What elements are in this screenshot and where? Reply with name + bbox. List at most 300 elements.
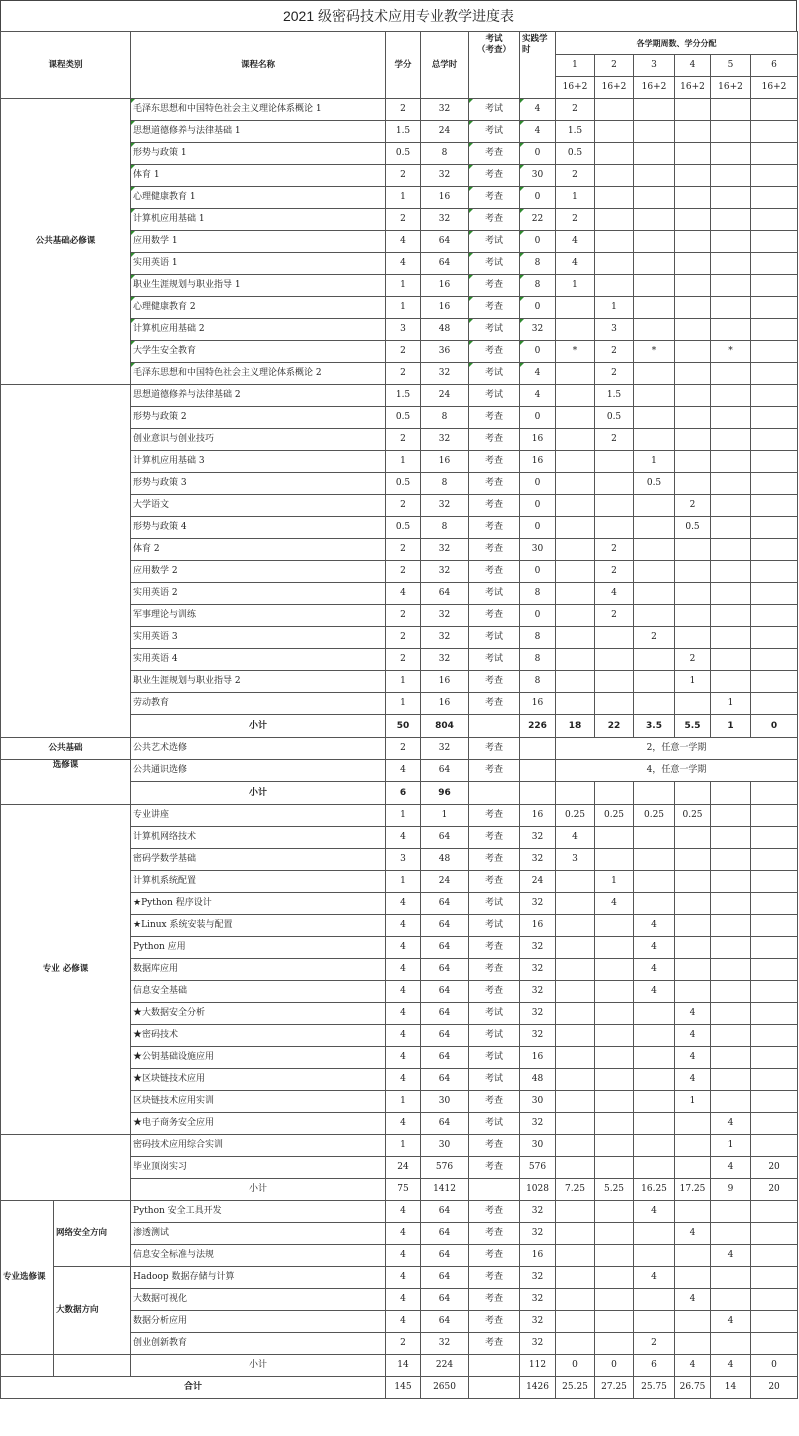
course-value: 4 — [386, 827, 421, 849]
course-value: 1 — [386, 297, 421, 319]
subtotal-cell — [469, 1179, 520, 1201]
empty-cell — [634, 782, 675, 805]
course-value: 16 — [520, 693, 556, 715]
empty-cell — [675, 782, 711, 805]
course-value — [711, 1223, 751, 1245]
subtotal-cell: 小计 — [131, 715, 386, 738]
course-value — [556, 605, 595, 627]
course-value: 32 — [520, 1201, 556, 1223]
table-row — [1, 1377, 798, 1399]
course-value — [556, 319, 595, 341]
course-value — [675, 871, 711, 893]
course-value: 2 — [556, 209, 595, 231]
course-value — [556, 363, 595, 385]
subtotal-cell: 1 — [711, 715, 751, 738]
course-value: 0 — [520, 231, 556, 253]
course-value: 32 — [520, 1025, 556, 1047]
course-value: 32 — [520, 1267, 556, 1289]
course-value: 32 — [520, 959, 556, 981]
course-value: 4 — [675, 1223, 711, 1245]
course-value — [520, 738, 556, 760]
subtotal-cell: 小计 — [131, 1355, 386, 1377]
course-value — [751, 671, 798, 693]
course-value — [751, 649, 798, 671]
header-credit: 学分 — [386, 32, 421, 99]
course-value — [556, 937, 595, 959]
course-value — [751, 893, 798, 915]
course-value — [751, 1025, 798, 1047]
course-value: 4 — [386, 231, 421, 253]
course-value: 576 — [421, 1157, 469, 1179]
course-value — [675, 407, 711, 429]
course-value — [595, 121, 634, 143]
course-value — [556, 429, 595, 451]
course-value: 30 — [421, 1091, 469, 1113]
page-title: 2021 级密码技术应用专业教学进度表 — [0, 0, 797, 31]
course-value — [675, 319, 711, 341]
course-value — [711, 99, 751, 121]
course-value: 考查 — [469, 1091, 520, 1113]
subtotal-cell: 小计 — [131, 782, 386, 805]
course-value: 64 — [421, 1047, 469, 1069]
course-value: 32 — [421, 1333, 469, 1355]
subtotal-cell: 50 — [386, 715, 421, 738]
course-value: 4 — [386, 981, 421, 1003]
subtotal-cell: 1412 — [421, 1179, 469, 1201]
course-value: 考查 — [469, 209, 520, 231]
course-value: 16 — [421, 671, 469, 693]
course-value — [675, 583, 711, 605]
course-name: ★区块链技术应用 — [131, 1069, 386, 1091]
course-value: 16 — [421, 693, 469, 715]
course-value: 4 — [675, 1289, 711, 1311]
course-value: 1 — [386, 1091, 421, 1113]
course-value — [634, 849, 675, 871]
course-value — [711, 495, 751, 517]
course-name: 实用英语 2 — [131, 583, 386, 605]
course-value: 2 — [386, 605, 421, 627]
course-value: 4 — [711, 1157, 751, 1179]
total-cell: 26.75 — [675, 1377, 711, 1399]
course-value — [634, 429, 675, 451]
course-value: 4 — [675, 1069, 711, 1091]
table-row — [1, 32, 798, 55]
course-value — [751, 143, 798, 165]
course-value — [751, 805, 798, 827]
subtotal-cell: 6 — [386, 782, 421, 805]
course-value: 0.5 — [675, 517, 711, 539]
course-value — [595, 937, 634, 959]
course-value: 0.25 — [675, 805, 711, 827]
course-value: 0 — [520, 517, 556, 539]
course-value: 0 — [520, 143, 556, 165]
course-value — [634, 165, 675, 187]
course-value — [711, 407, 751, 429]
course-value: 4 — [520, 99, 556, 121]
course-value — [634, 561, 675, 583]
course-value: 4 — [634, 1267, 675, 1289]
course-value: 30 — [520, 539, 556, 561]
subtotal-cell: 96 — [421, 782, 469, 805]
course-value: 32 — [421, 605, 469, 627]
course-value — [556, 871, 595, 893]
course-value: 24 — [421, 871, 469, 893]
course-value: 2 — [595, 539, 634, 561]
course-value: 考试 — [469, 1113, 520, 1135]
course-value — [634, 871, 675, 893]
total-cell: 20 — [751, 1377, 798, 1399]
course-value — [675, 849, 711, 871]
course-value: 4 — [386, 253, 421, 275]
course-value — [634, 209, 675, 231]
course-value: 32 — [421, 165, 469, 187]
course-value — [595, 275, 634, 297]
course-value — [595, 1135, 634, 1157]
course-value — [634, 1113, 675, 1135]
course-value — [675, 937, 711, 959]
category-blank — [1, 385, 131, 738]
course-value — [675, 385, 711, 407]
course-value — [711, 253, 751, 275]
semester-number: 6 — [751, 55, 798, 77]
course-name: 思想道德修养与法律基础 2 — [131, 385, 386, 407]
subtotal-cell: 16.25 — [634, 1179, 675, 1201]
course-value: 24 — [421, 385, 469, 407]
course-value — [556, 517, 595, 539]
course-value: 0 — [520, 187, 556, 209]
course-value — [675, 1267, 711, 1289]
course-value: 64 — [421, 1311, 469, 1333]
course-value: 考试 — [469, 121, 520, 143]
course-value — [675, 99, 711, 121]
course-value — [675, 1333, 711, 1355]
semester-number: 4 — [675, 55, 711, 77]
course-value: 64 — [421, 253, 469, 275]
course-value: 4 — [386, 1311, 421, 1333]
course-value: 32 — [520, 1333, 556, 1355]
course-value — [595, 473, 634, 495]
total-cell: 2650 — [421, 1377, 469, 1399]
subtotal-cell: 7.25 — [556, 1179, 595, 1201]
semester-number: 5 — [711, 55, 751, 77]
course-value: 考查 — [469, 1223, 520, 1245]
course-value — [711, 627, 751, 649]
course-value — [634, 407, 675, 429]
course-value — [675, 693, 711, 715]
course-value — [556, 1333, 595, 1355]
course-value — [595, 451, 634, 473]
course-name: 创业创新教育 — [131, 1333, 386, 1355]
course-value: 1 — [711, 1135, 751, 1157]
course-value — [595, 209, 634, 231]
total-cell — [469, 1377, 520, 1399]
course-value: 4 — [386, 1069, 421, 1091]
course-value — [675, 429, 711, 451]
course-value: 64 — [421, 1113, 469, 1135]
course-value — [595, 915, 634, 937]
subtotal-cell: 0 — [595, 1355, 634, 1377]
course-value — [751, 1091, 798, 1113]
course-value — [675, 187, 711, 209]
course-value: 2 — [675, 649, 711, 671]
course-value: 2 — [634, 1333, 675, 1355]
course-value: 1 — [711, 693, 751, 715]
course-value — [751, 849, 798, 871]
semester-number: 2 — [595, 55, 634, 77]
course-value: 考查 — [469, 671, 520, 693]
course-value — [751, 1289, 798, 1311]
course-value: 8 — [421, 517, 469, 539]
course-value — [751, 871, 798, 893]
subtotal-cell: 226 — [520, 715, 556, 738]
course-value — [595, 627, 634, 649]
course-value — [751, 1223, 798, 1245]
course-name: 劳动教育 — [131, 693, 386, 715]
course-value: 48 — [421, 849, 469, 871]
course-value: 4 — [386, 1003, 421, 1025]
course-name: 实用英语 4 — [131, 649, 386, 671]
elective-note: 2，任意一学期 — [556, 738, 798, 760]
course-value — [556, 1047, 595, 1069]
course-value — [556, 671, 595, 693]
course-value — [556, 1113, 595, 1135]
course-value — [556, 959, 595, 981]
course-value: 64 — [421, 937, 469, 959]
course-value — [711, 849, 751, 871]
course-value — [751, 121, 798, 143]
course-value — [711, 981, 751, 1003]
table-row — [1, 1267, 798, 1289]
course-value: 8 — [520, 627, 556, 649]
course-value: 64 — [421, 1267, 469, 1289]
course-value: 考查 — [469, 959, 520, 981]
course-name: 思想道德修养与法律基础 1 — [131, 121, 386, 143]
table-row — [1, 1135, 798, 1157]
course-value — [675, 253, 711, 275]
subtotal-cell: 224 — [421, 1355, 469, 1377]
course-name: 应用数学 2 — [131, 561, 386, 583]
course-value — [634, 143, 675, 165]
course-value — [711, 1069, 751, 1091]
course-name: 计算机网络技术 — [131, 827, 386, 849]
course-value — [711, 143, 751, 165]
course-name: 区块链技术应用实训 — [131, 1091, 386, 1113]
course-value: 1 — [386, 693, 421, 715]
course-name: ★密码技术 — [131, 1025, 386, 1047]
subtotal-cell: 112 — [520, 1355, 556, 1377]
course-value: 64 — [421, 231, 469, 253]
course-value — [595, 1047, 634, 1069]
empty-cell — [595, 782, 634, 805]
course-value — [556, 649, 595, 671]
course-value — [675, 1311, 711, 1333]
course-value — [595, 1245, 634, 1267]
course-value: 16 — [520, 1245, 556, 1267]
course-value: 2 — [595, 363, 634, 385]
course-value: 2 — [386, 99, 421, 121]
course-value: 1.5 — [595, 385, 634, 407]
course-value: 4 — [386, 1223, 421, 1245]
course-value: 考试 — [469, 893, 520, 915]
course-value: 16 — [421, 297, 469, 319]
empty-cell — [711, 782, 751, 805]
course-value: 8 — [520, 671, 556, 693]
course-value — [711, 1201, 751, 1223]
course-value — [675, 297, 711, 319]
course-value: 1 — [386, 451, 421, 473]
course-value — [634, 1289, 675, 1311]
course-value — [711, 385, 751, 407]
course-value — [711, 473, 751, 495]
course-value: 2 — [386, 1333, 421, 1355]
subtotal-cell: 6 — [634, 1355, 675, 1377]
course-value — [711, 121, 751, 143]
course-value — [675, 1113, 711, 1135]
course-value: 32 — [421, 429, 469, 451]
course-value: 考查 — [469, 407, 520, 429]
course-value — [711, 561, 751, 583]
course-value — [595, 1267, 634, 1289]
course-value — [711, 937, 751, 959]
course-value — [595, 495, 634, 517]
course-value — [595, 165, 634, 187]
header-practice: 实践学 时 — [520, 32, 556, 99]
course-value: 32 — [421, 561, 469, 583]
course-value — [634, 231, 675, 253]
total-cell: 27.25 — [595, 1377, 634, 1399]
course-value: 32 — [421, 738, 469, 760]
header-exam: 考试 （考查） — [469, 32, 520, 99]
course-value: 考查 — [469, 693, 520, 715]
semester-number: 3 — [634, 55, 675, 77]
direction-big-data: 大数据方向 — [54, 1267, 131, 1355]
course-value — [595, 1201, 634, 1223]
course-name: ★Python 程序设计 — [131, 893, 386, 915]
course-value — [751, 539, 798, 561]
subtotal-cell: 3.5 — [634, 715, 675, 738]
course-value — [595, 1003, 634, 1025]
subtotal-cell: 9 — [711, 1179, 751, 1201]
course-value — [675, 827, 711, 849]
course-name: 形势与政策 1 — [131, 143, 386, 165]
course-value: 64 — [421, 583, 469, 605]
course-value — [595, 1311, 634, 1333]
course-value — [751, 959, 798, 981]
course-value: 30 — [520, 165, 556, 187]
table-row — [1, 738, 798, 760]
course-value — [634, 1069, 675, 1091]
course-value: 4 — [386, 1047, 421, 1069]
course-value: 4 — [634, 981, 675, 1003]
course-value — [711, 959, 751, 981]
course-value — [556, 915, 595, 937]
subtotal-cell: 5.25 — [595, 1179, 634, 1201]
course-value: 考查 — [469, 517, 520, 539]
course-value — [751, 915, 798, 937]
course-value: 4 — [556, 231, 595, 253]
course-value: 4 — [386, 1113, 421, 1135]
course-value: 4 — [386, 1267, 421, 1289]
course-value — [556, 1201, 595, 1223]
course-value — [595, 671, 634, 693]
empty-cell — [1, 1355, 54, 1377]
course-name: 大学语文 — [131, 495, 386, 517]
course-value: 32 — [421, 209, 469, 231]
course-value — [751, 1113, 798, 1135]
course-name: 数据分析应用 — [131, 1311, 386, 1333]
semester-weeks: 16+2 — [751, 77, 798, 99]
course-value: 32 — [520, 1223, 556, 1245]
course-value — [751, 1047, 798, 1069]
course-name: 形势与政策 3 — [131, 473, 386, 495]
subtotal-cell: 0 — [751, 715, 798, 738]
course-value: 1 — [556, 275, 595, 297]
subtotal-cell: 20 — [751, 1179, 798, 1201]
course-value: 考试 — [469, 1047, 520, 1069]
course-value: 64 — [421, 959, 469, 981]
course-value: 0 — [520, 605, 556, 627]
course-value: 64 — [421, 1069, 469, 1091]
course-value: 1 — [595, 871, 634, 893]
course-name: Python 安全工具开发 — [131, 1201, 386, 1223]
course-value — [556, 627, 595, 649]
course-value — [634, 1311, 675, 1333]
course-value: 32 — [421, 649, 469, 671]
course-value — [751, 495, 798, 517]
course-value: 考查 — [469, 297, 520, 319]
course-value: 64 — [421, 981, 469, 1003]
course-value — [711, 517, 751, 539]
course-value: 2 — [595, 561, 634, 583]
course-value — [711, 1091, 751, 1113]
course-name: 创业意识与创业技巧 — [131, 429, 386, 451]
course-value: 2 — [556, 99, 595, 121]
course-value: 64 — [421, 1003, 469, 1025]
category-public-elective: 公共基础 — [1, 738, 131, 760]
course-value — [556, 981, 595, 1003]
empty-cell — [54, 1355, 131, 1377]
course-value — [751, 473, 798, 495]
course-name: 大数据可视化 — [131, 1289, 386, 1311]
semester-weeks: 16+2 — [711, 77, 751, 99]
course-value: 0 — [520, 473, 556, 495]
category-major-elective: 专业选修课 — [1, 1201, 54, 1355]
course-value — [675, 981, 711, 1003]
course-value — [634, 693, 675, 715]
course-value: 0.5 — [386, 517, 421, 539]
course-value: 考查 — [469, 451, 520, 473]
course-value — [595, 99, 634, 121]
course-value: 0 — [520, 495, 556, 517]
course-value — [711, 1025, 751, 1047]
subtotal-cell: 0 — [751, 1355, 798, 1377]
course-value — [556, 1245, 595, 1267]
course-value: 4 — [520, 385, 556, 407]
course-value: 2 — [386, 539, 421, 561]
course-value — [595, 693, 634, 715]
course-value — [675, 121, 711, 143]
course-value — [675, 605, 711, 627]
course-value: 3 — [386, 849, 421, 871]
course-value — [595, 1333, 634, 1355]
course-value: 22 — [520, 209, 556, 231]
header-hours: 总学时 — [421, 32, 469, 99]
course-value: 考试 — [469, 627, 520, 649]
course-value — [751, 253, 798, 275]
subtotal-cell: 5.5 — [675, 715, 711, 738]
course-value: 1 — [595, 297, 634, 319]
course-value — [634, 319, 675, 341]
